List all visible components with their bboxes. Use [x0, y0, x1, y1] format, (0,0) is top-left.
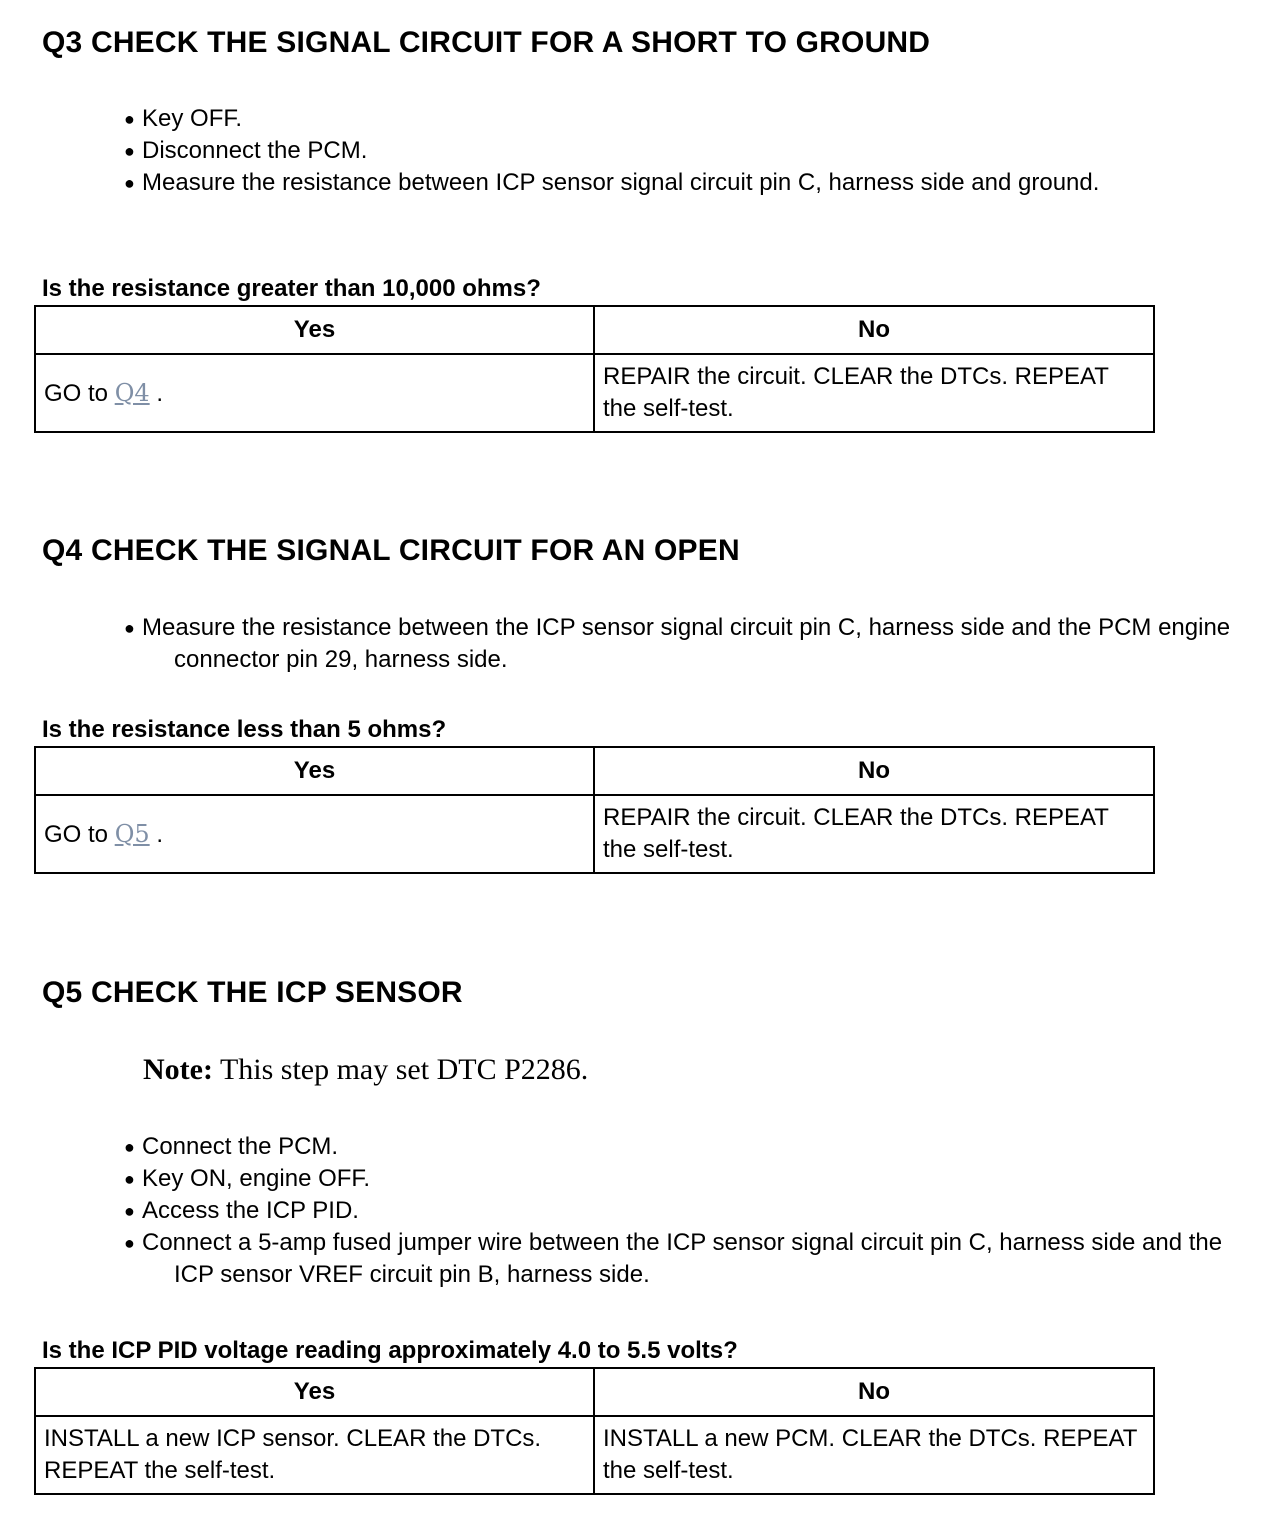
bullet-icon: ●: [124, 141, 135, 161]
note-text: This step may set DTC P2286.: [219, 1053, 589, 1086]
q5-heading: Q5 CHECK THE ICP SENSOR: [42, 976, 463, 1009]
q4-step-list: [124, 612, 1254, 676]
goto-q4-link[interactable]: Q4: [114, 378, 150, 407]
q4-question: Is the resistance less than 5 ohms?: [42, 716, 447, 743]
list-item: ● Measure the resistance between the ICP sensor signal circuit pin C, harness side and the PCM engine connector pin 29, harness side.: [124, 614, 1231, 673]
bullet-icon: ●: [124, 1233, 135, 1253]
q3-step-list: [124, 103, 1164, 199]
yes-header: Yes: [35, 747, 594, 795]
q5-step-list: [124, 1131, 1244, 1291]
yes-header: Yes: [35, 1368, 594, 1416]
q3-heading: Q3 CHECK THE SIGNAL CIRCUIT FOR A SHORT TO GROUND: [42, 26, 931, 59]
yes-cell: GO to Q4 .: [35, 354, 594, 432]
q3-answer-table: [34, 305, 1155, 433]
yes-cell: INSTALL a new ICP sensor. CLEAR the DTCs. REPEAT the self-test.: [35, 1416, 594, 1494]
list-item: ● Measure the resistance between ICP sensor signal circuit pin C, harness side and ground.: [124, 167, 1164, 199]
list-item: ● Connect a 5-amp fused jumper wire between the ICP sensor signal circuit pin C, harness side and the ICP sensor VREF circuit pin B, harness side.: [124, 1229, 1223, 1288]
goto-q5-link[interactable]: Q5: [114, 819, 150, 848]
list-item: ● Connect the PCM.: [124, 1131, 1244, 1163]
note-label: Note:: [143, 1053, 213, 1086]
bullet-icon: ●: [124, 109, 135, 129]
list-item: ● Key ON, engine OFF.: [124, 1163, 1244, 1195]
no-header: No: [594, 306, 1154, 354]
bullet-icon: ●: [124, 1137, 135, 1157]
bullet-icon: ●: [124, 1201, 135, 1221]
q5-answer-table: [34, 1367, 1155, 1495]
list-item: ● Key OFF.: [124, 103, 1164, 135]
yes-cell: GO to Q5 .: [35, 795, 594, 873]
note: [143, 1053, 588, 1087]
list-item: ● Disconnect the PCM.: [124, 135, 1164, 167]
bullet-icon: ●: [124, 173, 135, 193]
bullet-icon: ●: [124, 618, 135, 638]
no-cell: REPAIR the circuit. CLEAR the DTCs. REPEAT the self-test.: [594, 354, 1154, 432]
q4-heading: Q4 CHECK THE SIGNAL CIRCUIT FOR AN OPEN: [42, 534, 740, 567]
q5-question: Is the ICP PID voltage reading approximately 4.0 to 5.5 volts?: [42, 1337, 738, 1364]
list-item: ● Access the ICP PID.: [124, 1195, 1244, 1227]
no-header: No: [594, 1368, 1154, 1416]
q3-question: Is the resistance greater than 10,000 ohms?: [42, 275, 541, 302]
no-cell: REPAIR the circuit. CLEAR the DTCs. REPEAT the self-test.: [594, 795, 1154, 873]
no-cell: INSTALL a new PCM. CLEAR the DTCs. REPEAT the self-test.: [594, 1416, 1154, 1494]
bullet-icon: ●: [124, 1169, 135, 1189]
q4-answer-table: [34, 746, 1155, 874]
no-header: No: [594, 747, 1154, 795]
yes-header: Yes: [35, 306, 594, 354]
